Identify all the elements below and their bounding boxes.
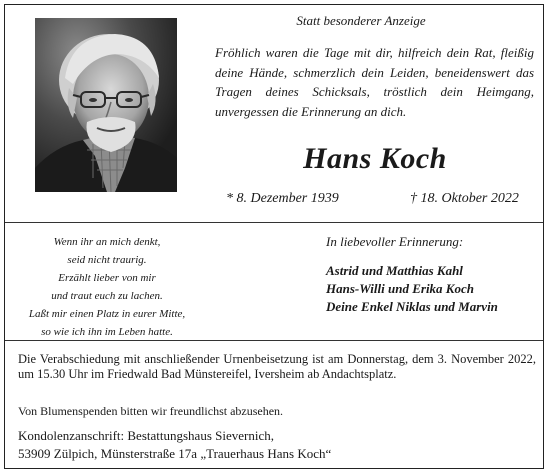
verse-line: seid nicht traurig.	[67, 254, 147, 266]
portrait-photo	[35, 18, 177, 192]
mourner-name: Deine Enkel Niklas und Marvin	[326, 299, 498, 314]
verse-line: Laßt mir einen Platz in eurer Mitte,	[28, 308, 186, 320]
portrait-image	[35, 18, 177, 192]
mourners-list	[326, 262, 498, 316]
divider-bottom	[5, 340, 543, 341]
divider-top	[5, 222, 543, 223]
verse-line: so wie ich ihn im Leben hatte.	[41, 326, 173, 338]
contact-address-line1: Kondolenzanschrift: Bestattungshaus Sievernich,	[18, 428, 274, 443]
death-date: † 18. Oktober 2022	[410, 191, 519, 206]
opening-poem: Fröhlich waren die Tage mit dir, hilfreich dein Rat, fleißig deine Hände, schmerzlich dein Leiden, beneidenswert das Tragen deines Schicksals, tröstlich dein Heimgang, unvergessen die Erinnerung an dich.	[215, 45, 534, 119]
verse-line: und traut euch zu lachen.	[51, 290, 163, 302]
birth-date: * 8. Dezember 1939	[226, 191, 339, 206]
verse-line: Wenn ihr an mich denkt,	[53, 236, 161, 248]
flowers-note: Von Blumenspenden bitten wir freundlichst abzusehen.	[18, 404, 284, 418]
contact-address-line2: 53909 Zülpich, Münsterstraße 17a „Trauerhaus Hans Koch“	[18, 446, 332, 461]
notice-heading: Statt besonderer Anzeige	[296, 13, 426, 28]
deceased-name: Hans Koch	[303, 142, 447, 175]
memorial-verse	[12, 233, 202, 341]
verse-line: Erzählt lieber von mir	[58, 272, 156, 284]
memory-label: In liebevoller Erinnerung:	[326, 234, 464, 249]
mourner-name: Astrid und Matthias Kahl	[326, 263, 463, 278]
mourner-name: Hans-Willi und Erika Koch	[326, 281, 474, 296]
funeral-info: Die Verabschiedung mit anschließender Urnenbeisetzung ist am Donnerstag, dem 3. November 2022, um 15.30 Uhr im Friedwald Bad Münstereifel, Iversheim ab Andachtsplatz.	[18, 352, 536, 381]
